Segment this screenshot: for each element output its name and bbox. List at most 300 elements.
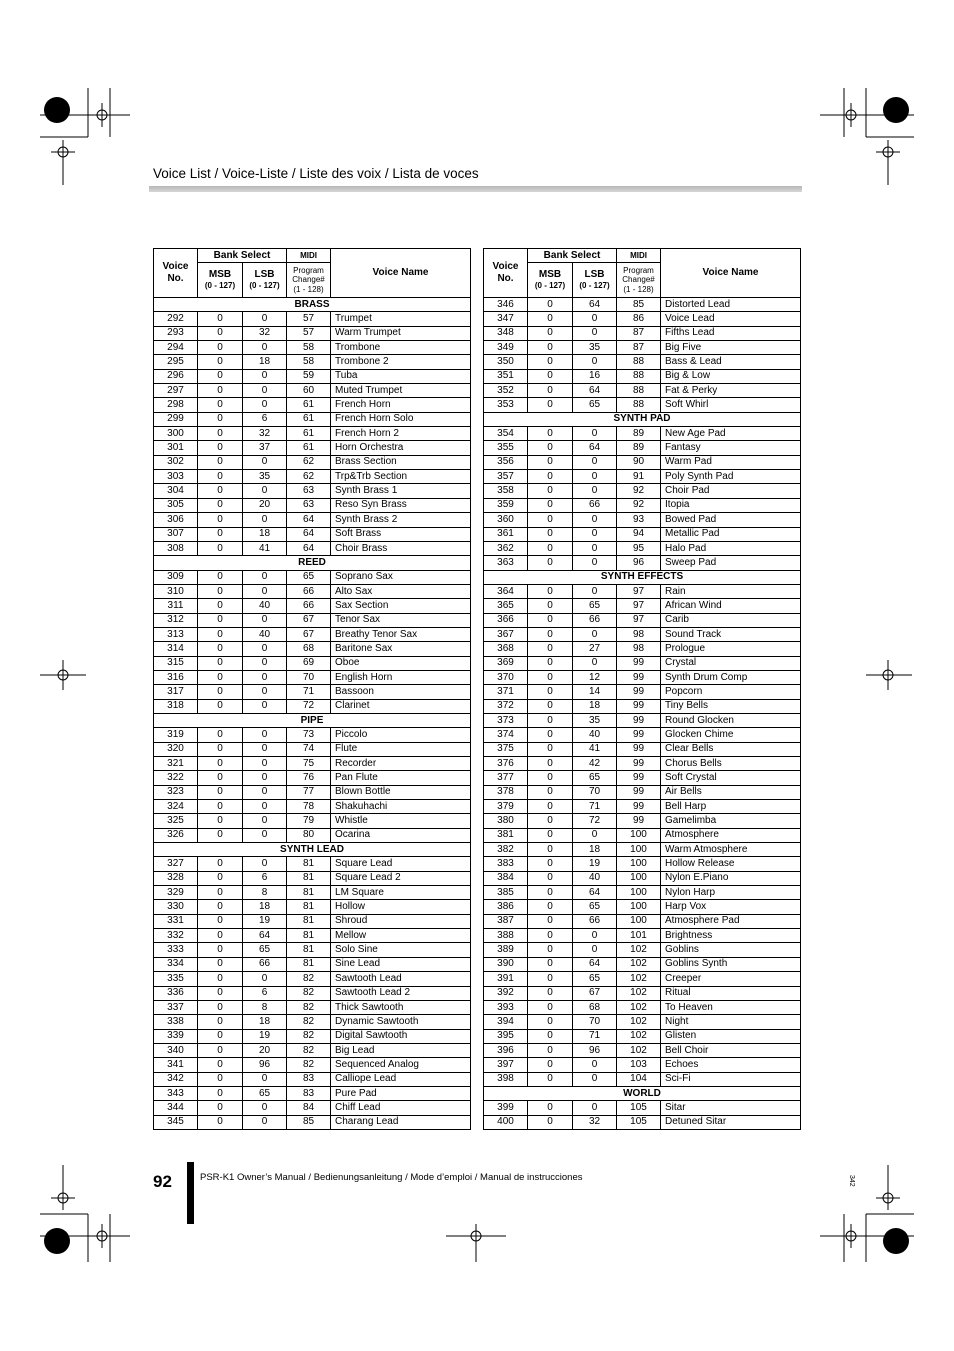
table-row: [154, 670, 471, 684]
program-cell: 100: [617, 857, 661, 871]
voice-no-cell: 390: [484, 957, 528, 971]
msb-cell: 0: [198, 384, 243, 398]
msb-cell: 0: [198, 1000, 243, 1014]
msb-cell: 0: [198, 627, 243, 641]
voice-name-cell: Solo Sine: [331, 943, 471, 957]
table-row: [484, 556, 801, 570]
lsb-cell: 41: [243, 541, 287, 555]
lsb-cell: 40: [243, 627, 287, 641]
msb-cell: 0: [528, 785, 573, 799]
voice-name-cell: Itopia: [661, 498, 801, 512]
voice-name-cell: Dynamic Sawtooth: [331, 1015, 471, 1029]
lsb-cell: 0: [573, 427, 617, 441]
lsb-cell: 18: [243, 1015, 287, 1029]
msb-cell: 0: [198, 541, 243, 555]
msb-cell: 0: [198, 814, 243, 828]
msb-cell: 0: [528, 427, 573, 441]
voice-name-cell: Muted Trumpet: [331, 384, 471, 398]
table-row: [484, 857, 801, 871]
voice-name-cell: Bell Harp: [661, 800, 801, 814]
voice-name-cell: Piccolo: [331, 728, 471, 742]
voice-no-cell: 395: [484, 1029, 528, 1043]
voice-no-cell: 332: [154, 929, 198, 943]
voice-no-cell: 331: [154, 914, 198, 928]
lsb-cell: 0: [243, 800, 287, 814]
voice-no-cell: 362: [484, 541, 528, 555]
table-row: [154, 384, 471, 398]
msb-cell: 0: [198, 857, 243, 871]
voice-name-cell: Echoes: [661, 1058, 801, 1072]
program-cell: 99: [617, 699, 661, 713]
program-cell: 59: [287, 369, 331, 383]
voice-no-cell: 398: [484, 1072, 528, 1086]
table-row: [154, 1015, 471, 1029]
program-cell: 99: [617, 656, 661, 670]
program-cell: 92: [617, 498, 661, 512]
table-row: [154, 742, 471, 756]
voice-no-cell: 368: [484, 642, 528, 656]
category-label: WORLD: [484, 1086, 801, 1100]
voice-no-cell: 333: [154, 943, 198, 957]
table-row: [154, 699, 471, 713]
col-lsb: LSB (0 - 127): [573, 263, 617, 298]
msb-cell: 0: [528, 1115, 573, 1129]
msb-cell: 0: [528, 728, 573, 742]
msb-cell: 0: [528, 599, 573, 613]
lsb-cell: 0: [243, 584, 287, 598]
voice-no-cell: 329: [154, 886, 198, 900]
table-row: [484, 929, 801, 943]
table-row: [484, 584, 801, 598]
program-cell: 73: [287, 728, 331, 742]
voice-name-cell: Soft Crystal: [661, 771, 801, 785]
voice-no-cell: 297: [154, 384, 198, 398]
program-cell: 95: [617, 541, 661, 555]
voice-name-cell: French Horn Solo: [331, 412, 471, 426]
msb-cell: 0: [198, 312, 243, 326]
voice-no-cell: 317: [154, 685, 198, 699]
msb-cell: 0: [528, 398, 573, 412]
lsb-cell: 14: [573, 685, 617, 699]
voice-no-cell: 374: [484, 728, 528, 742]
table-row: [154, 427, 471, 441]
lsb-cell: 0: [573, 355, 617, 369]
voice-no-cell: 384: [484, 871, 528, 885]
voice-name-cell: Sound Track: [661, 627, 801, 641]
msb-cell: 0: [528, 957, 573, 971]
program-cell: 64: [287, 541, 331, 555]
voice-no-cell: 393: [484, 1000, 528, 1014]
voice-no-cell: 376: [484, 757, 528, 771]
voice-name-cell: Poly Synth Pad: [661, 470, 801, 484]
msb-cell: 0: [528, 986, 573, 1000]
voice-name-cell: Horn Orchestra: [331, 441, 471, 455]
program-cell: 68: [287, 642, 331, 656]
col-voice-no: Voice No.: [154, 249, 198, 298]
voice-no-cell: 292: [154, 312, 198, 326]
program-cell: 102: [617, 1015, 661, 1029]
msb-cell: 0: [198, 914, 243, 928]
voice-no-cell: 293: [154, 326, 198, 340]
lsb-cell: 0: [573, 943, 617, 957]
voice-no-cell: 392: [484, 986, 528, 1000]
lsb-cell: 0: [243, 742, 287, 756]
voice-no-cell: 341: [154, 1058, 198, 1072]
lsb-cell: 0: [243, 828, 287, 842]
voice-no-cell: 399: [484, 1101, 528, 1115]
lsb-cell: 0: [243, 857, 287, 871]
msb-cell: 0: [198, 757, 243, 771]
program-cell: 81: [287, 871, 331, 885]
voice-no-cell: 349: [484, 341, 528, 355]
program-cell: 102: [617, 986, 661, 1000]
program-cell: 93: [617, 513, 661, 527]
voice-name-cell: Recorder: [331, 757, 471, 771]
table-row: [484, 957, 801, 971]
voice-no-cell: 304: [154, 484, 198, 498]
program-cell: 99: [617, 757, 661, 771]
col-voice-name: Voice Name: [331, 249, 471, 298]
voice-name-cell: Thick Sawtooth: [331, 1000, 471, 1014]
voice-name-cell: Synth Brass 2: [331, 513, 471, 527]
table-row: [484, 685, 801, 699]
msb-cell: 0: [528, 972, 573, 986]
voice-no-cell: 298: [154, 398, 198, 412]
table-row: [154, 570, 471, 584]
msb-cell: 0: [198, 1043, 243, 1057]
msb-cell: 0: [528, 1029, 573, 1043]
msb-cell: 0: [528, 326, 573, 340]
table-row: [484, 298, 801, 312]
table-row: [154, 1000, 471, 1014]
voice-no-cell: 383: [484, 857, 528, 871]
lsb-cell: 0: [573, 513, 617, 527]
voice-no-cell: 345: [154, 1115, 198, 1129]
table-row: [484, 427, 801, 441]
lsb-cell: 0: [573, 656, 617, 670]
program-cell: 57: [287, 326, 331, 340]
table-row: [154, 972, 471, 986]
table-row: [484, 613, 801, 627]
program-cell: 84: [287, 1101, 331, 1115]
table-row: [154, 728, 471, 742]
voice-no-cell: 321: [154, 757, 198, 771]
col-bank-select: Bank Select: [198, 249, 287, 263]
program-cell: 67: [287, 613, 331, 627]
voice-no-cell: 326: [154, 828, 198, 842]
msb-cell: 0: [528, 355, 573, 369]
table-row: [484, 1072, 801, 1086]
lsb-cell: 40: [573, 728, 617, 742]
voice-name-cell: To Heaven: [661, 1000, 801, 1014]
lsb-cell: 0: [243, 685, 287, 699]
voice-no-cell: 303: [154, 470, 198, 484]
lsb-cell: 0: [573, 1101, 617, 1115]
msb-cell: 0: [528, 699, 573, 713]
msb-cell: 0: [528, 527, 573, 541]
voice-name-cell: Gamelimba: [661, 814, 801, 828]
voice-no-cell: 305: [154, 498, 198, 512]
msb-cell: 0: [528, 800, 573, 814]
table-row: [484, 742, 801, 756]
voice-no-cell: 366: [484, 613, 528, 627]
voice-name-cell: Metallic Pad: [661, 527, 801, 541]
voice-name-cell: Blown Bottle: [331, 785, 471, 799]
voice-no-cell: 375: [484, 742, 528, 756]
voice-name-cell: African Wind: [661, 599, 801, 613]
program-cell: 94: [617, 527, 661, 541]
voice-no-cell: 357: [484, 470, 528, 484]
table-row: [154, 871, 471, 885]
table-row: [154, 599, 471, 613]
voice-name-cell: Round Glocken: [661, 713, 801, 727]
program-cell: 102: [617, 1043, 661, 1057]
msb-cell: 0: [528, 312, 573, 326]
table-row: [484, 943, 801, 957]
voice-name-cell: Halo Pad: [661, 541, 801, 555]
msb-cell: 0: [528, 642, 573, 656]
voice-no-cell: 346: [484, 298, 528, 312]
msb-cell: 0: [198, 886, 243, 900]
program-cell: 89: [617, 427, 661, 441]
program-cell: 100: [617, 886, 661, 900]
voice-name-cell: French Horn: [331, 398, 471, 412]
msb-cell: 0: [528, 757, 573, 771]
lsb-cell: 65: [243, 943, 287, 957]
table-row: [484, 541, 801, 555]
category-row: [154, 556, 471, 570]
program-cell: 100: [617, 843, 661, 857]
program-cell: 82: [287, 1058, 331, 1072]
col-bank-select: Bank Select: [528, 249, 617, 263]
category-label: SYNTH PAD: [484, 412, 801, 426]
voice-no-cell: 308: [154, 541, 198, 555]
table-row: [484, 814, 801, 828]
lsb-cell: 64: [573, 384, 617, 398]
table-row: [154, 757, 471, 771]
voice-name-cell: Clear Bells: [661, 742, 801, 756]
table-row: [484, 886, 801, 900]
program-cell: 87: [617, 341, 661, 355]
lsb-cell: 0: [243, 384, 287, 398]
voice-no-cell: 312: [154, 613, 198, 627]
table-row: [154, 355, 471, 369]
table-row: [484, 1101, 801, 1115]
program-cell: 103: [617, 1058, 661, 1072]
msb-cell: 0: [198, 527, 243, 541]
program-cell: 102: [617, 943, 661, 957]
voice-name-cell: Sequenced Analog: [331, 1058, 471, 1072]
category-row: [484, 1086, 801, 1100]
msb-cell: 0: [198, 470, 243, 484]
program-cell: 88: [617, 384, 661, 398]
table-row: [154, 986, 471, 1000]
program-cell: 97: [617, 599, 661, 613]
msb-cell: 0: [198, 1029, 243, 1043]
table-row: [154, 886, 471, 900]
table-row: [154, 398, 471, 412]
lsb-cell: 0: [573, 326, 617, 340]
category-row: [154, 298, 471, 312]
table-row: [154, 441, 471, 455]
voice-name-cell: Distorted Lead: [661, 298, 801, 312]
voice-name-cell: Brass Section: [331, 455, 471, 469]
lsb-cell: 64: [573, 298, 617, 312]
table-row: [484, 986, 801, 1000]
msb-cell: 0: [198, 1115, 243, 1129]
voice-no-cell: 397: [484, 1058, 528, 1072]
table-row: [154, 369, 471, 383]
lsb-cell: 0: [243, 513, 287, 527]
msb-cell: 0: [528, 455, 573, 469]
msb-cell: 0: [528, 871, 573, 885]
voice-no-cell: 355: [484, 441, 528, 455]
voice-name-cell: Mellow: [331, 929, 471, 943]
category-row: [484, 412, 801, 426]
lsb-cell: 6: [243, 871, 287, 885]
voice-no-cell: 314: [154, 642, 198, 656]
voice-name-cell: Big & Low: [661, 369, 801, 383]
msb-cell: 0: [198, 1101, 243, 1115]
lsb-cell: 96: [243, 1058, 287, 1072]
msb-cell: 0: [198, 728, 243, 742]
msb-cell: 0: [198, 1058, 243, 1072]
msb-cell: 0: [198, 369, 243, 383]
lsb-cell: 64: [573, 441, 617, 455]
lsb-cell: 0: [243, 814, 287, 828]
table-row: [484, 1043, 801, 1057]
table-row: [484, 1015, 801, 1029]
program-cell: 81: [287, 900, 331, 914]
msb-cell: 0: [528, 498, 573, 512]
voice-name-cell: Chiff Lead: [331, 1101, 471, 1115]
msb-cell: 0: [198, 828, 243, 842]
program-cell: 72: [287, 699, 331, 713]
program-cell: 102: [617, 957, 661, 971]
program-cell: 61: [287, 412, 331, 426]
lsb-cell: 0: [573, 312, 617, 326]
category-label: SYNTH EFFECTS: [484, 570, 801, 584]
voice-no-cell: 361: [484, 527, 528, 541]
program-cell: 98: [617, 642, 661, 656]
table-row: [154, 498, 471, 512]
msb-cell: 0: [528, 613, 573, 627]
msb-cell: 0: [528, 914, 573, 928]
program-cell: 61: [287, 398, 331, 412]
voice-no-cell: 386: [484, 900, 528, 914]
program-cell: 88: [617, 369, 661, 383]
lsb-cell: 0: [243, 613, 287, 627]
program-cell: 99: [617, 742, 661, 756]
col-voice-no: Voice No.: [484, 249, 528, 298]
program-cell: 98: [617, 627, 661, 641]
table-row: [484, 326, 801, 340]
col-voice-name: Voice Name: [661, 249, 801, 298]
voice-name-cell: Ocarina: [331, 828, 471, 842]
program-cell: 102: [617, 1000, 661, 1014]
voice-no-cell: 337: [154, 1000, 198, 1014]
table-row: [484, 642, 801, 656]
lsb-cell: 0: [243, 670, 287, 684]
program-cell: 81: [287, 886, 331, 900]
lsb-cell: 19: [573, 857, 617, 871]
program-cell: 76: [287, 771, 331, 785]
lsb-cell: 66: [573, 613, 617, 627]
msb-cell: 0: [528, 814, 573, 828]
program-cell: 99: [617, 785, 661, 799]
voice-no-cell: 356: [484, 455, 528, 469]
table-row: [484, 1058, 801, 1072]
program-cell: 105: [617, 1115, 661, 1129]
voice-name-cell: Goblins Synth: [661, 957, 801, 971]
voice-name-cell: Synth Drum Comp: [661, 670, 801, 684]
voice-name-cell: Sweep Pad: [661, 556, 801, 570]
category-label: SYNTH LEAD: [154, 843, 471, 857]
voice-name-cell: Tuba: [331, 369, 471, 383]
voice-no-cell: 307: [154, 527, 198, 541]
voice-name-cell: Creeper: [661, 972, 801, 986]
table-row: [484, 800, 801, 814]
program-cell: 63: [287, 498, 331, 512]
lsb-cell: 71: [573, 1029, 617, 1043]
msb-cell: 0: [198, 412, 243, 426]
voice-name-cell: Square Lead 2: [331, 871, 471, 885]
msb-cell: 0: [198, 355, 243, 369]
table-row: [484, 900, 801, 914]
program-cell: 64: [287, 527, 331, 541]
program-cell: 83: [287, 1072, 331, 1086]
voice-no-cell: 348: [484, 326, 528, 340]
voice-no-cell: 327: [154, 857, 198, 871]
voice-name-cell: Sitar: [661, 1101, 801, 1115]
lsb-cell: 35: [573, 713, 617, 727]
voice-name-cell: Big Five: [661, 341, 801, 355]
lsb-cell: 72: [573, 814, 617, 828]
voice-no-cell: 365: [484, 599, 528, 613]
table-row: [484, 713, 801, 727]
msb-cell: 0: [198, 699, 243, 713]
lsb-cell: 66: [573, 498, 617, 512]
voice-name-cell: Fifths Lead: [661, 326, 801, 340]
voice-name-cell: Choir Brass: [331, 541, 471, 555]
msb-cell: 0: [198, 1015, 243, 1029]
lsb-cell: 37: [243, 441, 287, 455]
lsb-cell: 0: [243, 1115, 287, 1129]
msb-cell: 0: [198, 455, 243, 469]
lsb-cell: 0: [243, 656, 287, 670]
table-row: [154, 541, 471, 555]
program-cell: 97: [617, 584, 661, 598]
lsb-cell: 18: [573, 699, 617, 713]
voice-no-cell: 380: [484, 814, 528, 828]
voice-name-cell: Detuned Sitar: [661, 1115, 801, 1129]
voice-no-cell: 347: [484, 312, 528, 326]
voice-name-cell: Digital Sawtooth: [331, 1029, 471, 1043]
voice-name-cell: Sax Section: [331, 599, 471, 613]
msb-cell: 0: [198, 900, 243, 914]
msb-cell: 0: [528, 929, 573, 943]
voice-name-cell: Carib: [661, 613, 801, 627]
voice-no-cell: 352: [484, 384, 528, 398]
msb-cell: 0: [198, 685, 243, 699]
program-cell: 99: [617, 670, 661, 684]
table-row: [484, 513, 801, 527]
lsb-cell: 0: [573, 584, 617, 598]
table-row: [484, 398, 801, 412]
voice-no-cell: 354: [484, 427, 528, 441]
table-row: [484, 914, 801, 928]
program-cell: 81: [287, 914, 331, 928]
